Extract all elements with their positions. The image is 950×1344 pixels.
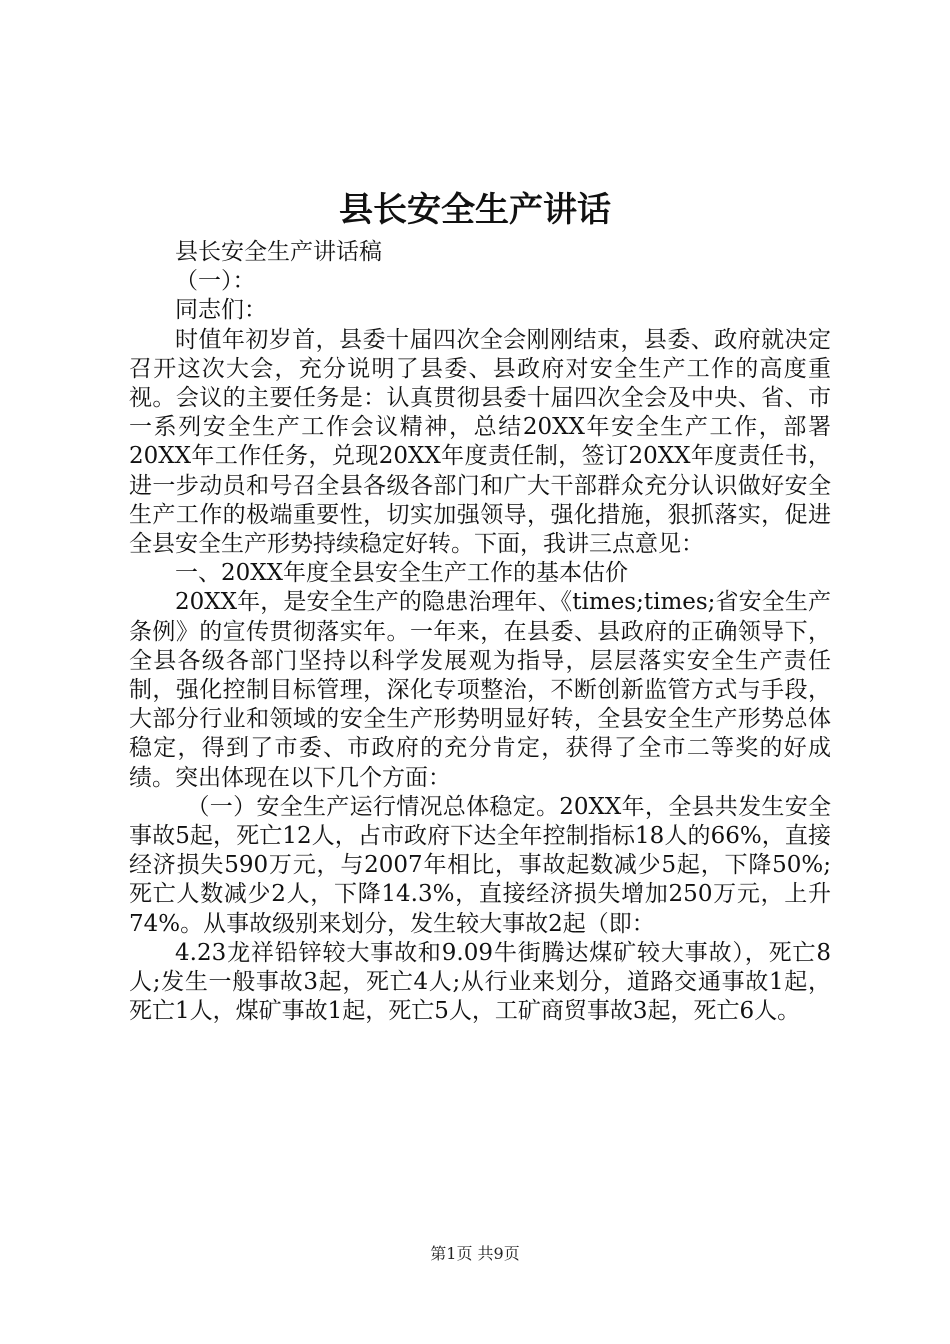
section-heading-paragraph: 一、20XX年度全县安全生产工作的基本估价 [175, 560, 629, 587]
intro-paragraph: 时值年初岁首，县委十届四次全会刚刚结束，县委、政府就决定召开这次大会，充分说明了县委、县政府对安全生产工作的高度重视。会议的主要任务是：认真贯彻县委十届四次全会及中央、省、市一系列安全生产工作会议精神，总结20XX年安全生产工作，部署20XX年工作任务，兑现20XX年度责任制，签订20XX年度责任书，进一步动员和号召全县各级各部门和广大干部群众充分认识做好安全生产工作的极端重要性，切实加强领导，强化措施，狠抓落实，促进全县安全生产形势持续稳定好转。下面，我讲三点意见： [129, 326, 831, 558]
statistics-paragraph: （一）安全生产运行情况总体稳定。20XX年，全县共发生安全事故5起，死亡12人，占市政府下达全年控制指标18人的66%，直接经济损失590万元，与2007年相比，事故起数减少5起，下降50%;死亡人数减少2人，下降14.3%，直接经济损失增加250万元，上升74%。从事故级别来划分，发生较大事故2起（即： [129, 793, 831, 937]
accident-detail-paragraph: 4.23龙祥铅锌较大事故和9.09牛街腾达煤矿较大事故），死亡8人;发生一般事故3起，死亡4人;从行业来划分，道路交通事故1起，死亡1人，煤矿事故1起，死亡5人，工矿商贸事故3起，死亡6人。 [129, 939, 831, 1025]
subtitle-paragraph: 县长安全生产讲话稿 [175, 239, 382, 265]
section-marker-paragraph: （一）： [175, 268, 256, 295]
overview-paragraph: 20XX年，是安全生产的隐患治理年、《times;times;省安全生产条例》的宣传贯彻落实年。一年来，在县委、县政府的正确领导下，全县各级各部门坚持以科学发展观为指导，层层落实安全生产责任制，强化控制目标管理，深化专项整治，不断创新监管方式与手段，大部分行业和领域的安全生产形势明显好转，全县安全生产形势总体稳定，得到了市委、市政府的充分肯定，获得了全市二等奖的好成绩。突出体现在以下几个方面： [129, 589, 831, 791]
page-footer: 第1页 共9页 [430, 1244, 520, 1263]
document-body [129, 238, 831, 1026]
document-title: 县长安全生产讲话 [339, 190, 611, 230]
salutation-paragraph: 同志们： [175, 297, 267, 324]
